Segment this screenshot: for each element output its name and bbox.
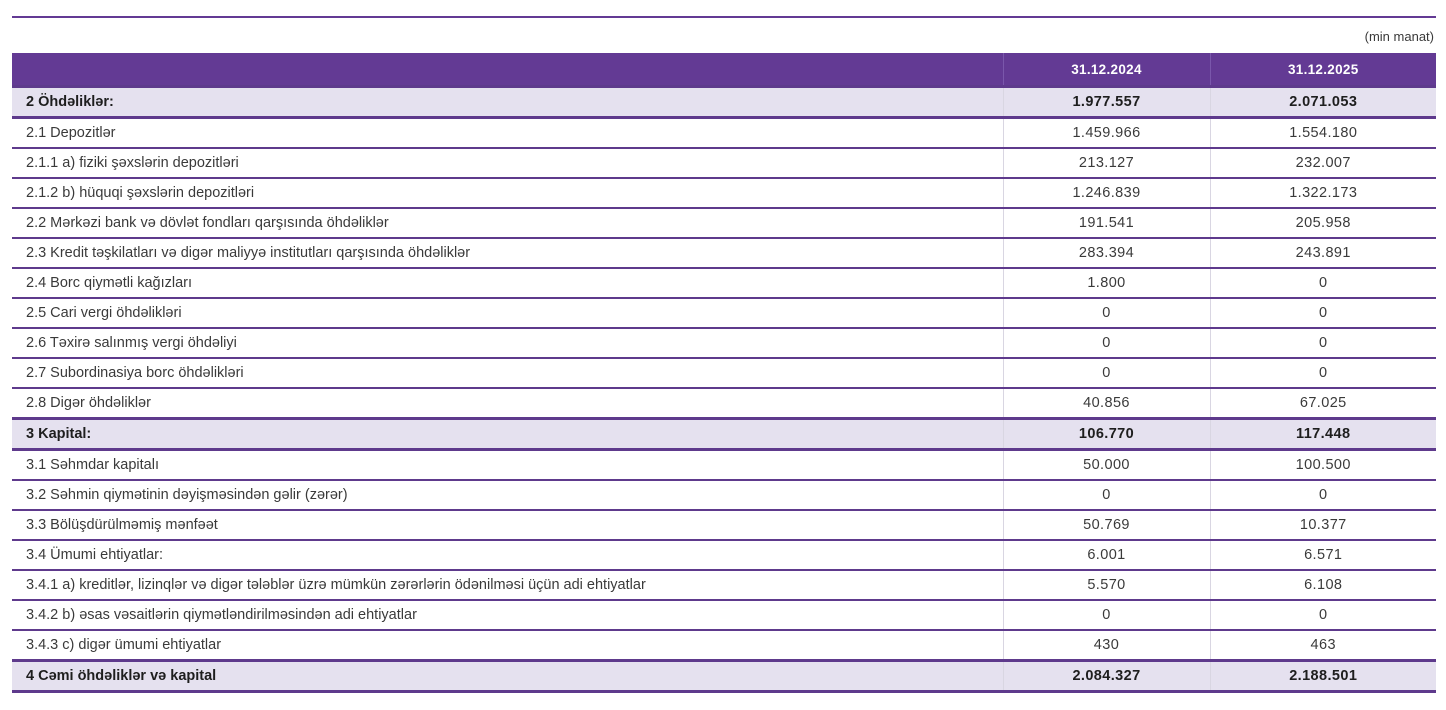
row-value-2024: 1.977.557 [1003,87,1210,118]
currency-unit-note: (min manat) [1364,29,1434,44]
row-value-2024: 106.770 [1003,419,1210,450]
row-value-2025: 0 [1210,328,1436,358]
row-value-2024: 283.394 [1003,238,1210,268]
row-value-2024: 0 [1003,328,1210,358]
row-value-2024: 213.127 [1003,148,1210,178]
table-row [12,540,1436,570]
header-cell-date-2025: 31.12.2025 [1210,53,1436,87]
row-value-2025: 67.025 [1210,388,1436,419]
table-row [12,480,1436,510]
row-value-2025: 0 [1210,600,1436,630]
row-label: 4 Cəmi öhdəliklər və kapital [12,661,1003,692]
row-label: 2.6 Təxirə salınmış vergi öhdəliyi [12,328,1003,358]
row-value-2024: 6.001 [1003,540,1210,570]
table-row [12,510,1436,540]
table-row [12,148,1436,178]
row-label: 2 Öhdəliklər: [12,87,1003,118]
row-value-2025: 0 [1210,358,1436,388]
row-value-2025: 10.377 [1210,510,1436,540]
row-label: 2.7 Subordinasiya borc öhdəlikləri [12,358,1003,388]
table-row [12,328,1436,358]
table-row [12,87,1436,118]
row-label: 3.3 Bölüşdürülməmiş mənfəət [12,510,1003,540]
row-label: 2.1 Depozitlər [12,118,1003,149]
row-value-2024: 50.000 [1003,450,1210,481]
row-value-2024: 0 [1003,298,1210,328]
row-value-2025: 2.071.053 [1210,87,1436,118]
table-body [12,87,1436,692]
row-label: 3 Kapital: [12,419,1003,450]
table-row [12,238,1436,268]
row-value-2025: 243.891 [1210,238,1436,268]
row-value-2024: 2.084.327 [1003,661,1210,692]
table-row [12,178,1436,208]
row-value-2024: 1.800 [1003,268,1210,298]
row-label: 2.4 Borc qiymətli kağızları [12,268,1003,298]
row-value-2024: 191.541 [1003,208,1210,238]
row-label: 3.4.3 c) digər ümumi ehtiyatlar [12,630,1003,661]
row-value-2025: 463 [1210,630,1436,661]
table-row [12,388,1436,419]
row-value-2025: 0 [1210,480,1436,510]
table-row [12,450,1436,481]
balance-sheet-table [12,53,1436,693]
row-value-2024: 50.769 [1003,510,1210,540]
table-row [12,661,1436,692]
table-row [12,600,1436,630]
row-label: 3.2 Səhmin qiymətinin dəyişməsindən gəlir (zərər) [12,480,1003,510]
row-value-2024: 40.856 [1003,388,1210,419]
row-value-2024: 0 [1003,600,1210,630]
row-value-2025: 1.322.173 [1210,178,1436,208]
row-value-2025: 100.500 [1210,450,1436,481]
row-label: 3.4.1 a) kreditlər, lizinqlər və digər tələblər üzrə mümkün zərərlərin ödənilməsi üçün adi ehtiyatlar [12,570,1003,600]
table-row [12,118,1436,149]
row-value-2024: 0 [1003,480,1210,510]
row-label: 2.8 Digər öhdəliklər [12,388,1003,419]
row-label: 3.4 Ümumi ehtiyatlar: [12,540,1003,570]
table-row [12,630,1436,661]
table-row [12,570,1436,600]
row-value-2025: 232.007 [1210,148,1436,178]
table-row [12,208,1436,238]
table-row [12,268,1436,298]
row-label: 2.1.1 a) fiziki şəxslərin depozitləri [12,148,1003,178]
table-row [12,419,1436,450]
table-row [12,298,1436,328]
row-value-2024: 0 [1003,358,1210,388]
row-label: 2.1.2 b) hüquqi şəxslərin depozitləri [12,178,1003,208]
top-divider-rule [12,16,1436,18]
row-label: 2.2 Mərkəzi bank və dövlət fondları qarşısında öhdəliklər [12,208,1003,238]
row-value-2025: 117.448 [1210,419,1436,450]
row-value-2025: 0 [1210,268,1436,298]
row-value-2024: 1.246.839 [1003,178,1210,208]
table-header [12,53,1436,87]
table-row [12,358,1436,388]
row-value-2025: 2.188.501 [1210,661,1436,692]
row-value-2025: 0 [1210,298,1436,328]
row-value-2024: 5.570 [1003,570,1210,600]
row-label: 3.1 Səhmdar kapitalı [12,450,1003,481]
row-label: 2.5 Cari vergi öhdəlikləri [12,298,1003,328]
row-value-2025: 1.554.180 [1210,118,1436,149]
header-row [12,53,1436,87]
row-label: 2.3 Kredit təşkilatları və digər maliyyə institutları qarşısında öhdəliklər [12,238,1003,268]
row-value-2025: 6.571 [1210,540,1436,570]
header-cell-date-2024: 31.12.2024 [1003,53,1210,87]
row-value-2025: 6.108 [1210,570,1436,600]
header-cell-label [12,53,1003,87]
row-value-2025: 205.958 [1210,208,1436,238]
row-value-2024: 430 [1003,630,1210,661]
row-label: 3.4.2 b) əsas vəsaitlərin qiymətləndirilməsindən adi ehtiyatlar [12,600,1003,630]
row-value-2024: 1.459.966 [1003,118,1210,149]
